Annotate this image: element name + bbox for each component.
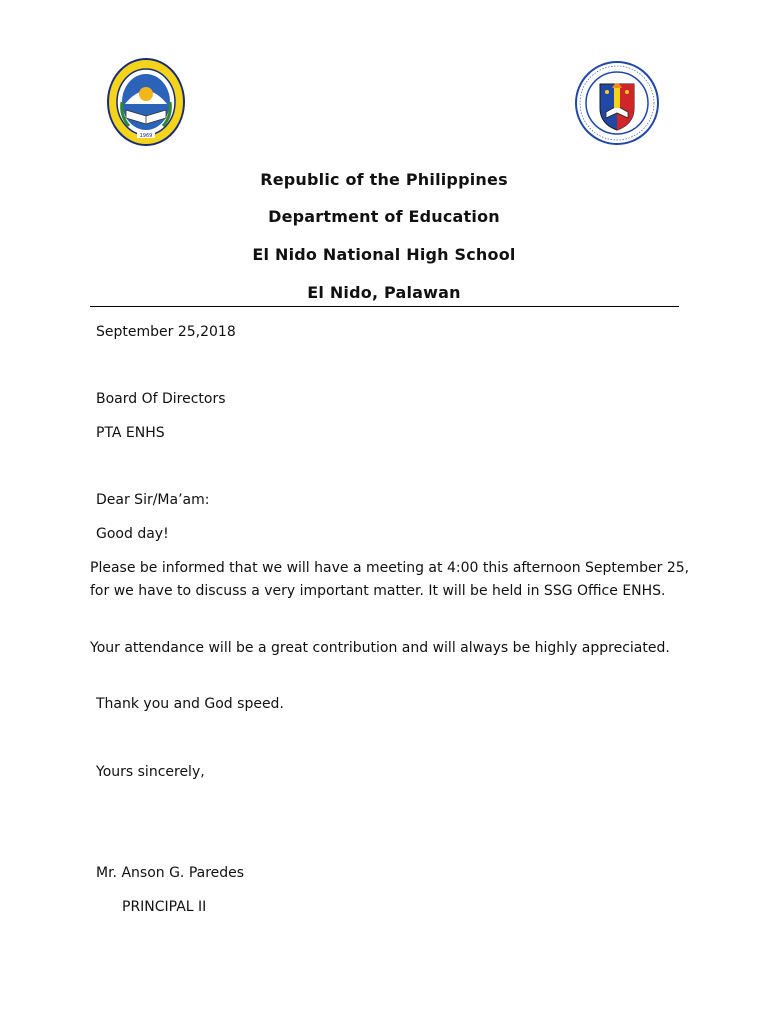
header-republic: Republic of the Philippines bbox=[260, 170, 508, 189]
closing: Yours sincerely, bbox=[96, 764, 205, 780]
body-paragraph-attendance: Your attendance will be a great contribution and will always be highly appreciated. bbox=[90, 640, 670, 656]
signatory-title: PRINCIPAL II bbox=[122, 899, 207, 915]
salutation: Dear Sir/Ma’am: bbox=[96, 492, 210, 508]
body-paragraph-meeting: Please be informed that we will have a meeting at 4:00 this afternoon September 25, for we have to discuss a very important matter. It will be held in SSG Office ENHS. bbox=[90, 560, 690, 599]
greeting: Good day! bbox=[96, 526, 169, 542]
deped-seal-logo bbox=[574, 60, 660, 146]
header-school: El Nido National High School bbox=[252, 245, 516, 264]
header-location: El Nido, Palawan bbox=[307, 283, 461, 302]
school-seal-year: 1969 bbox=[139, 133, 153, 139]
header-divider bbox=[90, 306, 679, 307]
header-department: Department of Education bbox=[268, 207, 500, 226]
recipient-line-2: PTA ENHS bbox=[96, 425, 165, 441]
thanks-line: Thank you and God speed. bbox=[96, 696, 284, 712]
signatory-name: Mr. Anson G. Paredes bbox=[96, 865, 245, 881]
recipient-line-1: Board Of Directors bbox=[96, 391, 226, 407]
school-seal-logo bbox=[107, 58, 185, 146]
letter-date: September 25,2018 bbox=[96, 324, 236, 340]
